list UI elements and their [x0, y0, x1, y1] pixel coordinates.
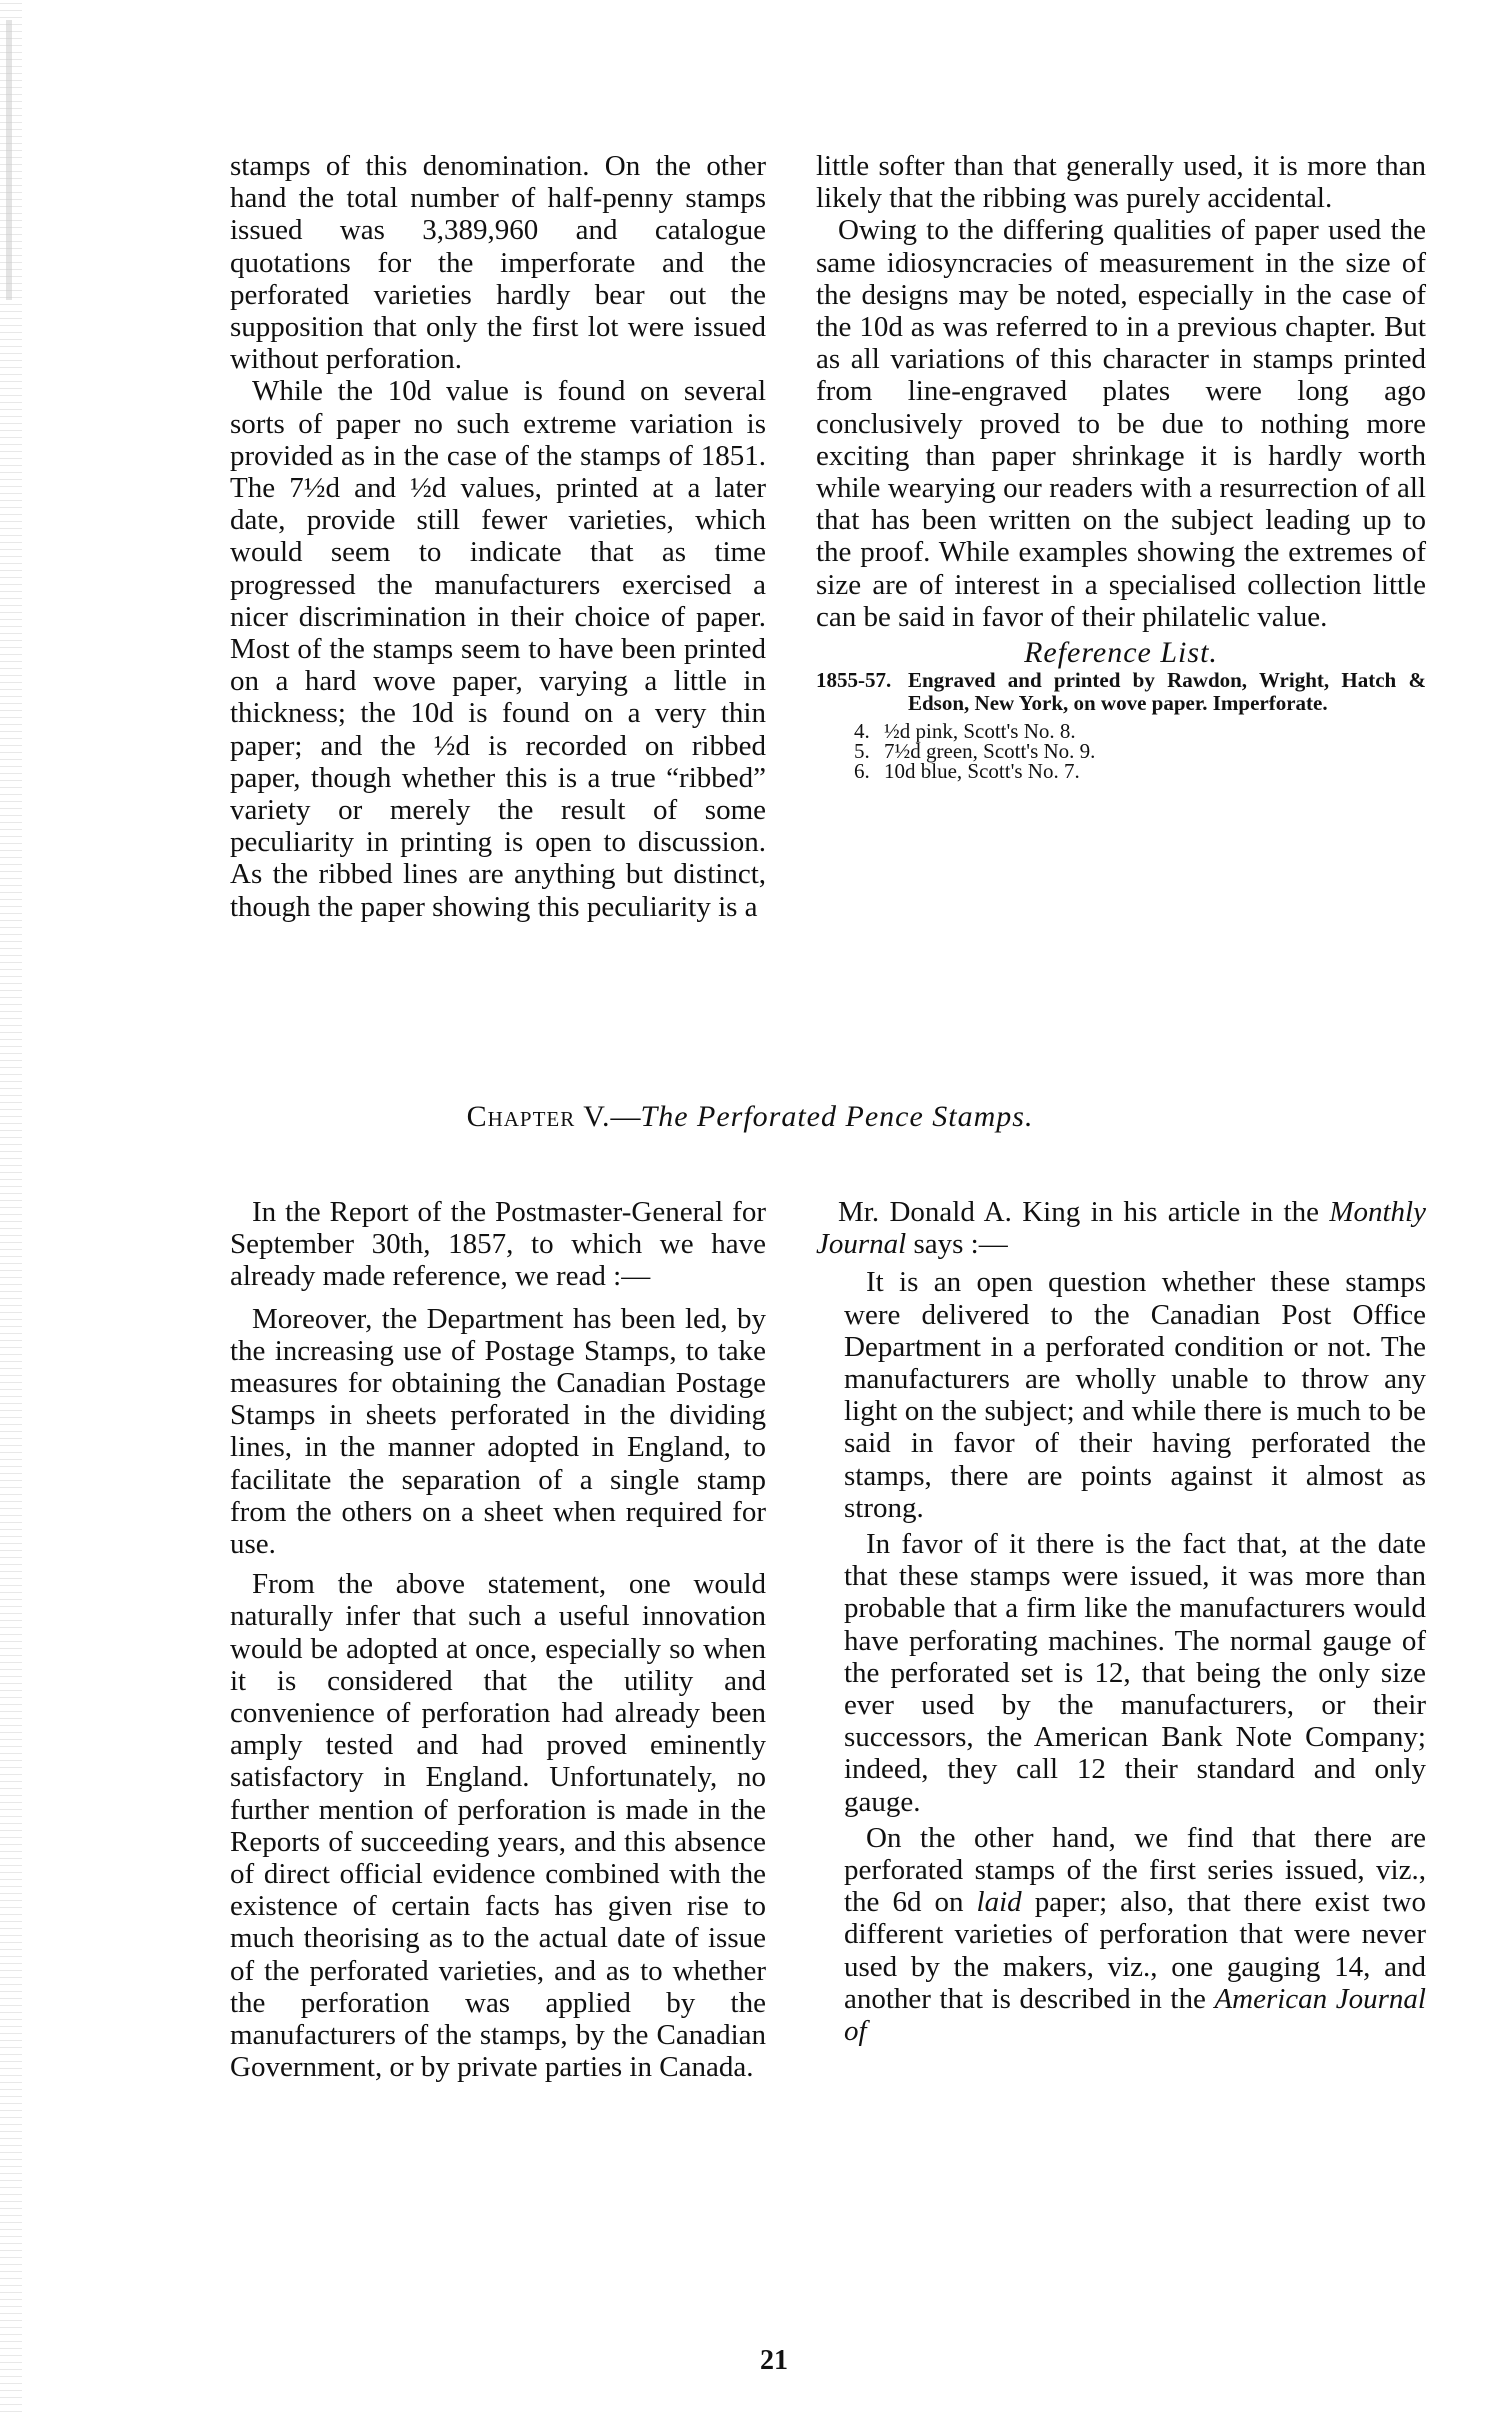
item-number: 4. [854, 719, 870, 744]
scan-edge-artifact [6, 20, 12, 300]
top-right-column [816, 150, 1426, 784]
block-quote: Moreover, the Department has been led, by the increasing use of Postage Stamps, to take measures for obtaining the Canadian Postage Stamps in sheets perforated in the dividing lines, in the manner adopted in England, to facilitate the separation of a single stamp from the others on a sheet when required for use. [230, 1302, 766, 1561]
item-text: 10d blue, Scott's No. 7. [884, 759, 1080, 784]
page-number: 21 [760, 2345, 788, 2376]
bottom-right-column [816, 1196, 1426, 2053]
reference-item [854, 739, 1426, 764]
italic-word: laid [976, 1886, 1022, 1919]
paragraph: Owing to the differing qualities of paper used the same idiosyncracies of measurement in the size of the designs may be noted, especially in the case of the 10d as was referred to in a previous chapter. But as all variations of this character in stamps printed from line-engraved plates were long ago conclusively proved to be due to nothing more exciting than paper shrinkage it is hardly worth while wearying our readers with a resurrection of all that has been written on the subject leading up to the proof. While examples showing the extremes of size are of interest in a specialised collection little can be said in favor of their philatelic value. [816, 214, 1426, 633]
text: Mr. Donald A. King in his article in the [838, 1196, 1330, 1228]
reference-year: 1855-57. [816, 668, 892, 693]
reference-item [854, 759, 1426, 784]
paragraph: From the above statement, one would naturally infer that such a useful innovation would be adopted at once, especially so when it is considered that the utility and convenience of perforation had already been amply tested and had proved eminently satisfactory in England. Unfortunately, no further mention of perforation is made in the Reports of succeeding years, and this absence of direct official evidence combined with the existence of certain facts has given rise to much theorising as to the actual date of issue of the perforated varieties, and as to whether the perforation was applied by the manufacturers of the stamps, by the Canadian Government, or by private parties in Canada. [230, 1568, 766, 2084]
journal-title: American Journal of [844, 1982, 1426, 2048]
item-number: 5. [854, 739, 870, 764]
chapter-heading [0, 1100, 1500, 1134]
paragraph: While the 10d value is found on several sorts of paper no such extreme variation is provided as in the case of the stamps of 1851. The 7½d and ½d values, printed at a later date, provide still fewer varieties, which would seem to indicate that as time progressed the manufacturers exercised a nicer discrimination in their choice of paper. Most of the stamps seem to have been printed on a hard wove paper, varying a little in thickness; the 10d is found on a very thin paper; and the ½d is recorded on ribbed paper, though whether this is a true “ribbed” variety or merely the result of some peculiarity in printing is open to discussion. As the ribbed lines are anything but distinct, though the paper showing this peculiarity is a [230, 375, 766, 923]
top-left-column [230, 150, 766, 923]
intro-paragraph: In the Report of the Postmaster-General for September 30th, 1857, to which we have already made reference, we read :— [230, 1196, 766, 1293]
text: says :— [906, 1228, 1008, 1261]
intro-paragraph [816, 1196, 1426, 1260]
item-text: 7½d green, Scott's No. 9. [884, 739, 1096, 764]
journal-title: Monthly Journal [816, 1196, 1426, 1261]
reference-description: Engraved and printed by Rawdon, Wright, Hatch & Edson, New York, on wove paper. Imperforate. [908, 668, 1426, 716]
chapter-label: Chapter V. [466, 1100, 611, 1133]
reference-items [816, 719, 1426, 784]
paragraph: stamps of this denomination. On the other hand the total number of half-penny stamps issued was 3,389,960 and catalogue quotations for the imperforate and the perforated varieties hardly bear out the supposition that only the first lot were issued without perforation. [230, 150, 766, 376]
reference-item [854, 719, 1426, 744]
quote-paragraph: It is an open question whether these stamps were delivered to the Canadian Post Office Department in a perforated condition or not. The manufacturers are wholly unable to throw any light on the subject; and while there is much to be said in favor of their having perforated the stamps, there are points against it almost as strong. [844, 1266, 1426, 1524]
quote-paragraph [844, 1822, 1426, 2047]
scan-edge-artifact [0, 0, 22, 2413]
reference-list-header [816, 669, 1426, 715]
bottom-left-column [230, 1196, 766, 2083]
text: paper; also, that there exist two different varieties of perforation that were never used by the makers, viz., one gauging 14, and another that is described in the [844, 1886, 1426, 2015]
text: On the other hand, we find that there are perforated stamps of the first series issued, viz., the 6d on [844, 1821, 1426, 1919]
chapter-title: The Perforated Pence Stamps. [640, 1100, 1034, 1133]
item-text: ½d pink, Scott's No. 8. [884, 719, 1076, 744]
reference-list-title: Reference List. [1024, 636, 1218, 670]
paragraph: little softer than that generally used, it is more than likely that the ribbing was purely accidental. [816, 150, 1426, 215]
block-quote [816, 1266, 1426, 2047]
quote-paragraph: In favor of it there is the fact that, at the date that these stamps were issued, it was more than probable that a firm like the manufacturers would have perforating machines. The normal gauge of the perforated set is 12, that being the only size ever used by the manufacturers, or their successors, the American Bank Note Company; indeed, they call 12 their standard and only gauge. [844, 1528, 1426, 1818]
chapter-dash: — [610, 1100, 641, 1133]
item-number: 6. [854, 759, 870, 784]
